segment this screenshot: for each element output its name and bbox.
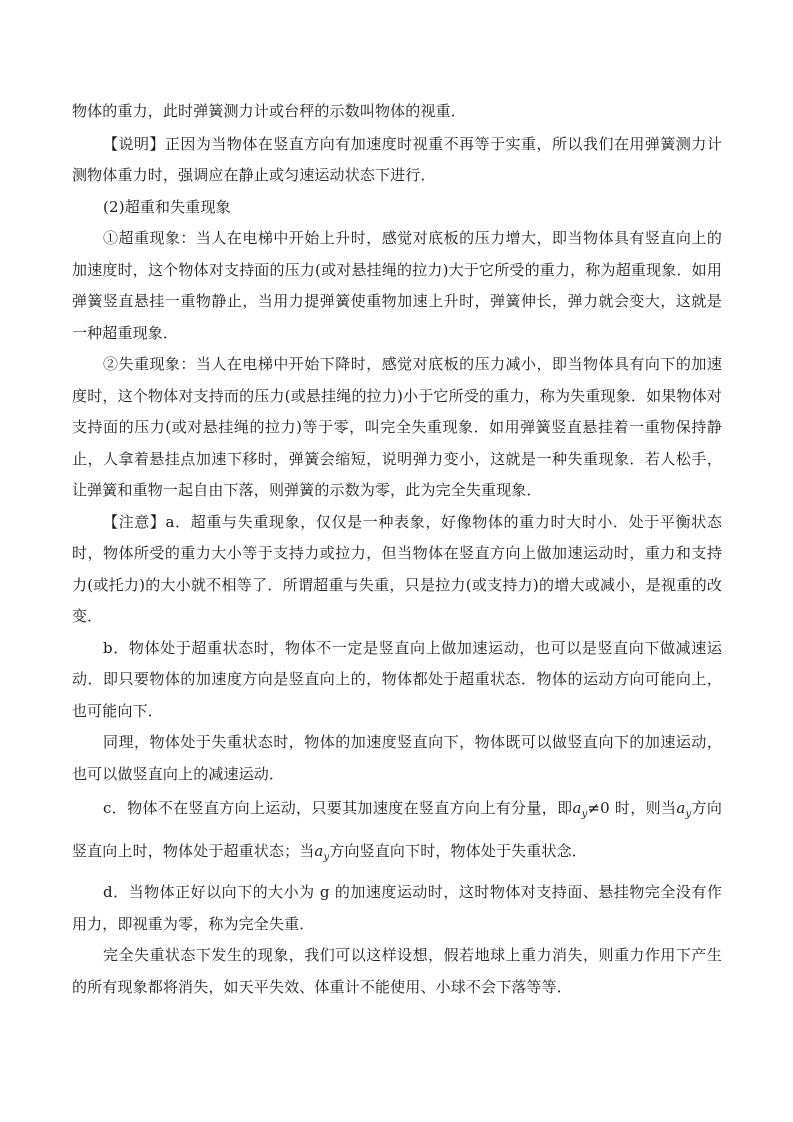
- text-segment: c．物体不在竖直方向上运动，只要其加速度在竖直方向上有分量，即: [103, 799, 573, 817]
- text-segment: 方向竖直向下时，物体处于失重状念．: [329, 842, 587, 860]
- document-page: [72, 96, 722, 1003]
- paragraph-attention-d: d．当物体正好以向下的大小为 g 的加速度运动时，这时物体对支持面、悬挂物完全没有作用力，即视重为零，称为完全失重．: [72, 883, 722, 933]
- paragraph-likewise: 同理，物体处于失重状态时，物体的加速度竖直向下，物体既可以做竖直向下的加速运动，也可以做竖直向上的减速运动．: [72, 733, 722, 783]
- paragraph-attention-c: [72, 790, 722, 876]
- math-ay: $a_y$: [314, 842, 330, 863]
- paragraph-complete-weightlessness: 完全失重状态下发生的现象，我们可以这样设想，假若地球上重力消失，则重力作用下产生的所有现象都将消失，如天平失效、体重计不能使用、小球不会下落等等．: [72, 946, 722, 996]
- math-ay: $a_y$: [676, 799, 692, 820]
- paragraph-continuation: 物体的重力，此时弹簧测力计或台秤的示数叫物体的视重．: [72, 102, 466, 120]
- text-segment: 方向竖直向上时，物体处于超重状态；当: [72, 799, 722, 860]
- math-ay: $a_y$: [572, 799, 588, 820]
- text-segment: ≠0 时，则当: [587, 799, 677, 817]
- paragraph-overweight: ①超重现象：当人在电梯中开始上升时，感觉对底板的压力增大，即当物体具有竖直向上的加速度时，这个物体对支持面的压力(或对悬挂绳的拉力)大于它所受的重力，称为超重现象．如用弹簧竖直悬挂一重物静止，当用力提弹簧使重物加速上升时，弹簧伸长，弹力就会变大，这就是一种超重现象．: [72, 229, 722, 342]
- paragraph-attention-b: b．物体处于超重状态时，物体不一定是竖直向上做加速运动，也可以是竖直向下做减速运动．即只要物体的加速度方向是竖直向上的，物体都处于超重状态．物体的运动方向可能向上，也可能向下．: [72, 638, 722, 720]
- section-heading: (2)超重和失重现象: [103, 197, 231, 216]
- paragraph-attention-a: 【注意】a．超重与失重现象，仅仅是一种表象，好像物体的重力时大时小．处于平衡状态时，物体所受的重力大小等于支持力或拉力，但当物体在竖直方向上做加速运动时，重力和支持力(或托力)的大小就不相等了．所谓超重与失重，只是拉力(或支持力)的增大或减小，是视重的改变．: [72, 512, 722, 625]
- paragraph-weightlessness: ②失重现象：当人在电梯中开始下降时，感觉对底板的压力减小，即当物体具有向下的加速度时，这个物体对支持而的压力(或悬挂绳的拉力)小于它所受的重力，称为失重现象．如果物体对支持面的压力(或对悬挂绳的拉力)等于零，叫完全失重现象．如用弹簧竖直悬挂着一重物保持静止，人拿着悬挂点加速下移时，弹簧会缩短，说明弹力变小，这就是一种失重现象．若人松手，让弹簧和重物一起自由下落，则弹簧的示数为零，此为完全失重现象．: [72, 355, 722, 499]
- paragraph-note: 【说明】正因为当物体在竖直方向有加速度时视重不再等于实重，所以我们在用弹簧测力计测物体重力时，强调应在静止或匀速运动状态下进行．: [72, 134, 722, 184]
